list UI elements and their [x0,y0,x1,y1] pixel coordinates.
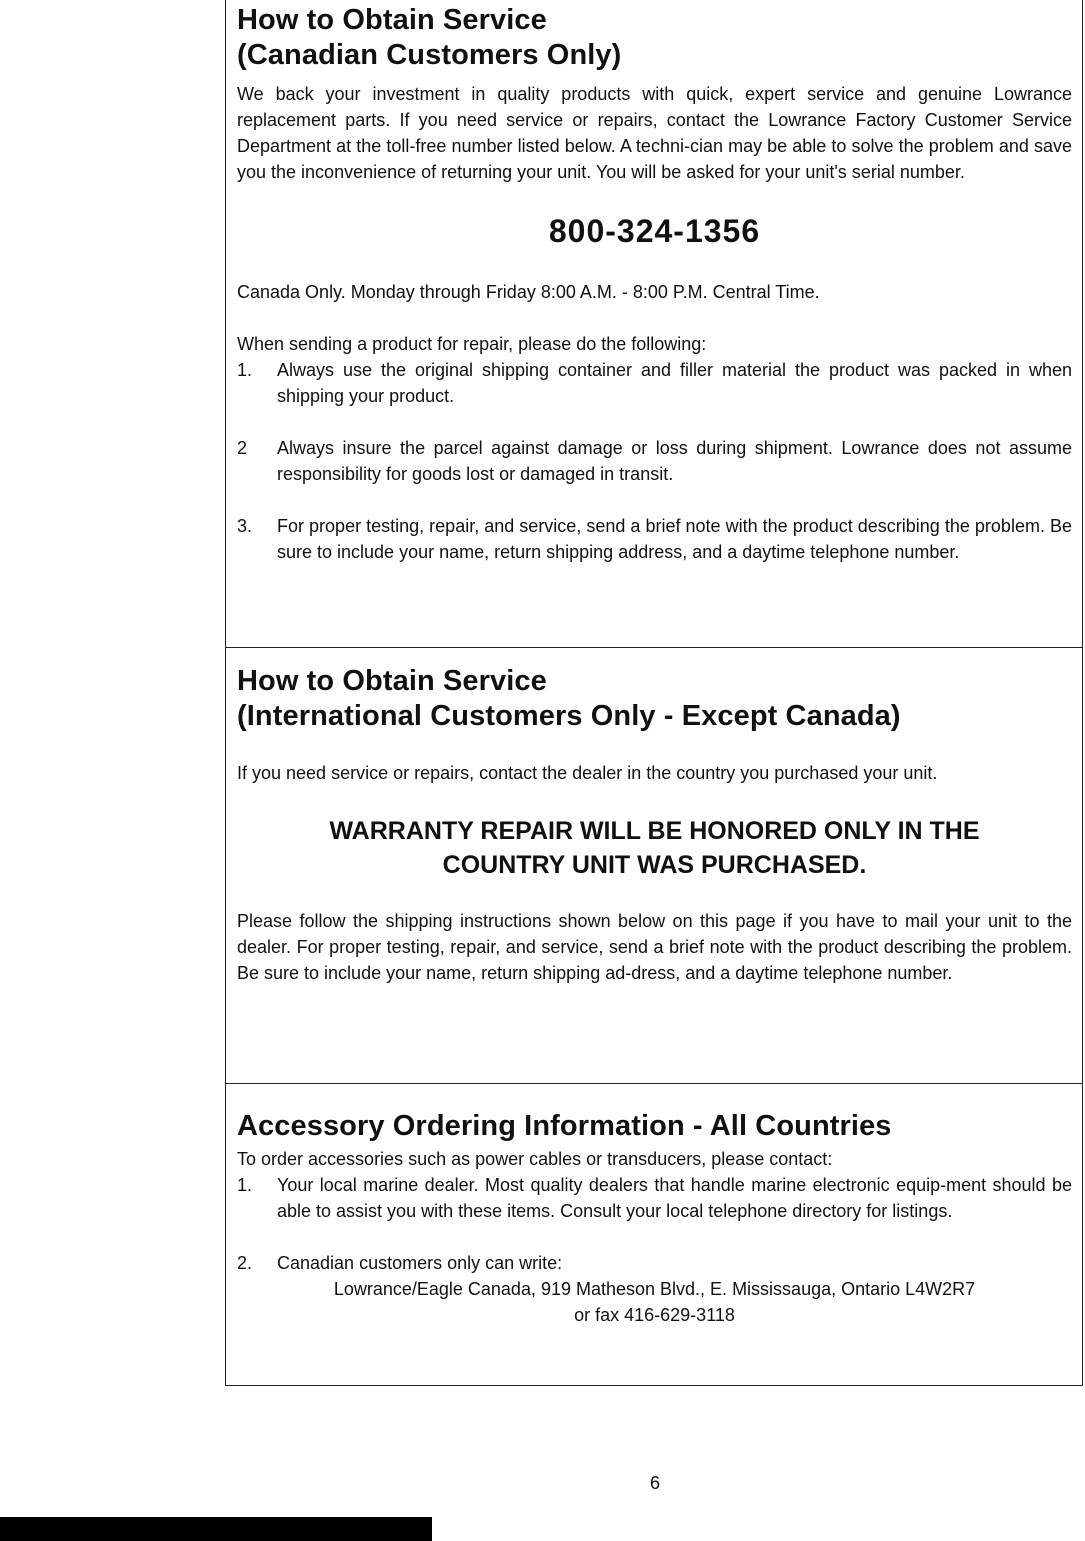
warning-line-1: WARRANTY REPAIR WILL BE HONORED ONLY IN THE [329,817,980,845]
address-line: Lowrance/Eagle Canada, 919 Matheson Blvd., E. Mississauga, Ontario L4W2R7 [333,1279,976,1299]
list-item-number: 1. [237,1175,253,1195]
international-service-title [237,648,1072,734]
list-item-text: Always insure the parcel against damage or loss during shipment. Lowrance does not assume responsibility for goods lost or damaged in transit. [277,438,1072,484]
footer-bar [0,1517,432,1541]
accessory-contact-list [237,1172,1072,1276]
list-item-number: 2 [237,438,248,458]
title-line-1: How to Obtain Service [237,665,547,697]
service-hours: Canada Only. Monday through Friday 8:00 A.M. - 8:00 P.M. Central Time. [237,282,820,302]
canadian-service-title [237,0,1072,73]
list-item [237,357,1072,409]
list-item [237,1172,1072,1224]
toll-free-phone-number: 800-324-1356 [548,213,761,249]
fax-number: or fax 416-629-3118 [574,1305,735,1325]
title-line-2: (International Customers Only - Except Canada) [237,700,901,732]
list-item-number: 2. [237,1253,253,1273]
list-item-text: Your local marine dealer. Most quality dealers that handle marine electronic equip-ment should be able to assist you with these items. Consult your local telephone directory for listings. [277,1175,1072,1221]
repair-steps-list [237,357,1072,565]
list-item-text: For proper testing, repair, and service, send a brief note with the product describing the problem. Be sure to include your name, return shipping address, and a daytime telephone number. [277,516,1072,562]
list-item [237,435,1072,487]
list-item-number: 3. [237,516,253,536]
repair-instructions-lead: When sending a product for repair, please do the following: [237,334,707,354]
list-item-text: Canadian customers only can write: [277,1253,563,1273]
international-service-section [226,648,1082,1084]
canada-mailing-address [237,1276,1072,1328]
accessory-lead: To order accessories such as power cables or transducers, please contact: [237,1149,833,1169]
canadian-intro: We back your investment in quality products with quick, expert service and genuine Lowrance replacement parts. If you need service or repairs, contact the Lowrance Factory Customer Service Department at the toll-free number listed below. A techni-cian may be able to solve the problem and save you the inconvenience of returning your unit. You will be asked for your unit's serial number. [237,84,1072,182]
international-intro: If you need service or repairs, contact the dealer in the country you purchased your unit. [237,763,938,783]
content-frame [225,0,1083,1386]
title-line-1: How to Obtain Service [237,4,547,36]
warning-line-2: COUNTRY UNIT WAS PURCHASED. [442,851,867,879]
page-number: 6 [649,1473,660,1493]
list-item-number: 1. [237,360,253,380]
shipping-instructions: Please follow the shipping instructions shown below on this page if you have to mail your unit to the dealer. For proper testing, repair, and service, send a brief note with the product describing the problem. Be sure to include your name, return shipping ad-dress, and a daytime telephone number. [237,911,1072,983]
accessory-ordering-title: Accessory Ordering Information - All Countries [237,1110,892,1142]
canadian-service-section [226,0,1082,648]
list-item [237,513,1072,565]
title-line-2: (Canadian Customers Only) [237,39,622,71]
warranty-warning [237,814,1072,882]
accessory-ordering-section [226,1084,1082,1386]
list-item-text: Always use the original shipping container and filler material the product was packed in when shipping your product. [277,360,1072,406]
list-item [237,1250,1072,1276]
